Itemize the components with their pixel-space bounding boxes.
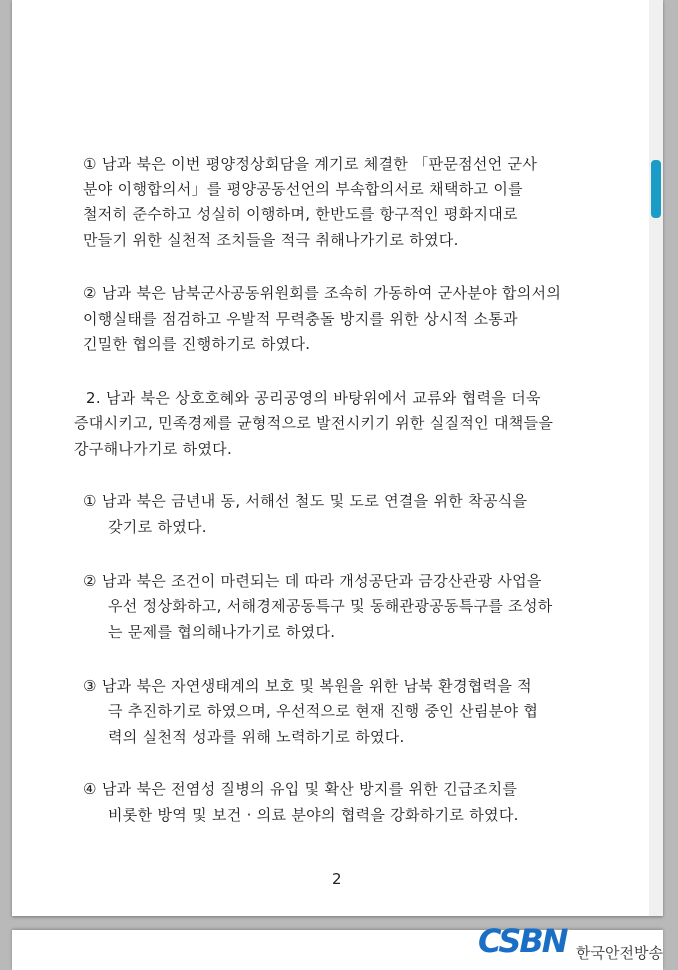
text-line: 강구해나가기로 하였다.: [74, 440, 233, 458]
csbn-logo-icon: CSBN: [478, 922, 567, 960]
text-line: 증대시키고, 민족경제를 균형적으로 발전시키기 위한 실질적인 대책들을: [74, 414, 554, 432]
text-line: 비롯한 방역 및 보건 · 의료 분야의 협력을 강화하기로 하였다.: [108, 806, 519, 824]
text-line: ④ 남과 북은 전염성 질병의 유입 및 확산 방지를 위한 긴급조치를: [83, 780, 518, 798]
watermark-name: 한국안전방송: [576, 944, 663, 962]
text-line: ① 남과 북은 금년내 동, 서해선 철도 및 도로 연결을 위한 착공식을: [83, 492, 528, 510]
text-line: ② 남과 북은 남북군사공동위원회를 조속히 가동하여 군사분야 합의서의: [83, 284, 562, 302]
text-line: 만들기 위한 실천적 조치들을 적극 취해나가기로 하였다.: [83, 231, 459, 249]
vertical-scrollbar[interactable]: [649, 0, 663, 916]
text-line: 분야 이행합의서」를 평양공동선언의 부속합의서로 채택하고 이를: [83, 180, 523, 198]
text-line: 극 추진하기로 하였으며, 우선적으로 현재 진행 중인 산림분야 협: [108, 702, 539, 720]
text-line: 이행실태를 점검하고 우발적 무력충돌 방지를 위한 상시적 소통과: [83, 310, 518, 328]
scrollbar-thumb[interactable]: [651, 160, 661, 218]
text-line: 우선 정상화하고, 서해경제공동특구 및 동해관광공동특구를 조성하: [108, 597, 553, 615]
text-line: ② 남과 북은 조건이 마련되는 데 따라 개성공단과 금강산관광 사업을: [83, 572, 542, 590]
text-line: 는 문제를 협의해나가기로 하였다.: [108, 623, 336, 641]
document-page: [12, 0, 663, 916]
text-line: 력의 실천적 성과를 위해 노력하기로 하였다.: [108, 728, 405, 746]
page-number: 2: [332, 870, 342, 888]
text-line: 긴밀한 협의를 진행하기로 하였다.: [83, 335, 311, 353]
text-line: 2. 남과 북은 상호호혜와 공리공영의 바탕위에서 교류와 협력을 더욱: [86, 389, 541, 407]
text-line: ③ 남과 북은 자연생태계의 보호 및 복원을 위한 남북 환경협력을 적: [83, 677, 532, 695]
text-line: ① 남과 북은 이번 평양정상회담을 계기로 체결한 「판문점선언 군사: [83, 155, 538, 173]
watermark-logo: [478, 918, 678, 960]
text-line: 갖기로 하였다.: [108, 518, 207, 536]
text-line: 철저히 준수하고 성실히 이행하며, 한반도를 항구적인 평화지대로: [83, 205, 518, 223]
